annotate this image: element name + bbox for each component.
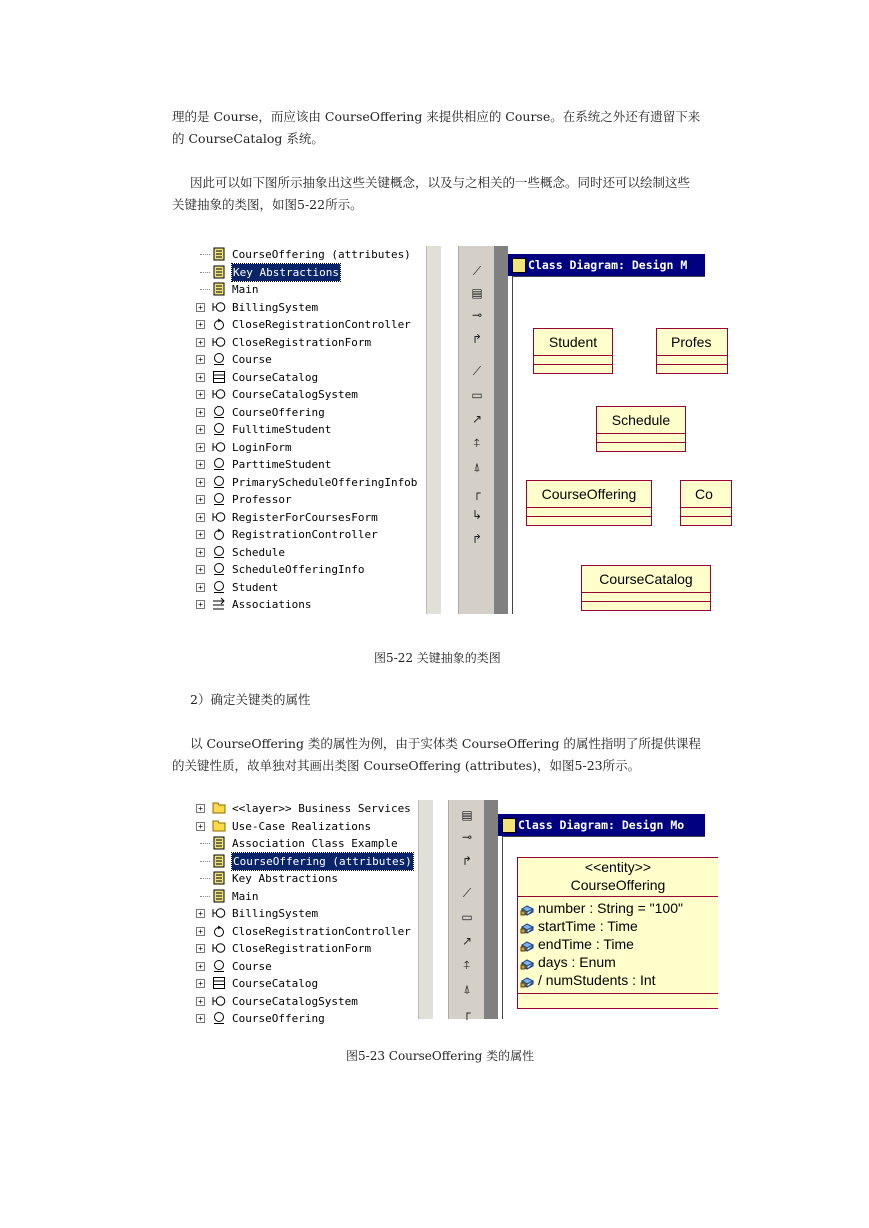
- class-attribute: [518, 953, 718, 971]
- entity-icon: [212, 1011, 226, 1025]
- expand-toggle-icon[interactable]: +: [196, 443, 205, 452]
- expand-toggle-icon[interactable]: +: [196, 460, 205, 469]
- entity-icon: [212, 405, 226, 419]
- attribute-text: / numStudents : Int: [538, 972, 656, 988]
- paragraph-1: 理的是 Course，而应该由 CourseOffering 来提供相应的 Course。在系统之外还有遗留下来的 CourseCatalog 系统。: [172, 109, 701, 146]
- public-attribute-icon: [521, 902, 534, 913]
- tree-connector: [200, 254, 210, 255]
- realize-tool-icon[interactable]: ↗: [461, 934, 473, 948]
- tree-scrollbar[interactable]: [418, 800, 433, 1019]
- diagram-icon: [212, 854, 226, 868]
- expand-toggle-icon[interactable]: +: [196, 1014, 205, 1023]
- tree-item-label: CloseRegistrationForm: [232, 335, 372, 349]
- expand-toggle-icon[interactable]: +: [196, 944, 205, 953]
- attribute-compartment: [527, 508, 651, 517]
- tree-item[interactable]: [194, 993, 418, 1010]
- tree-item-label: CourseCatalog: [232, 977, 319, 990]
- tree-item[interactable]: [194, 853, 418, 870]
- tree-item-label: PrimaryScheduleOfferingInfob: [232, 475, 418, 489]
- boundary-icon: [212, 335, 226, 349]
- dependency-tool-icon[interactable]: ⟋: [472, 264, 482, 278]
- tree-item-label: CourseOffering (attributes): [232, 248, 411, 261]
- tree-item-label: CourseCatalogSystem: [232, 994, 358, 1008]
- tree-item[interactable]: [194, 835, 418, 852]
- entity-icon: [212, 545, 226, 559]
- tree-item[interactable]: [194, 888, 418, 905]
- control-icon: [212, 317, 226, 331]
- tree-item-label: <<layer>> Business Services: [232, 802, 411, 815]
- expand-toggle-icon[interactable]: +: [196, 600, 205, 609]
- class-name: CourseOffering: [518, 876, 718, 897]
- tree-item[interactable]: [194, 940, 418, 957]
- class-name: CourseOffering: [527, 481, 651, 508]
- diagram-icon: [212, 889, 226, 903]
- note-tool-icon[interactable]: ▤: [461, 808, 473, 822]
- class-icon: [212, 370, 226, 384]
- diagram-icon: [212, 836, 226, 850]
- tree-item-label: Main: [232, 283, 259, 296]
- expand-toggle-icon[interactable]: +: [196, 927, 205, 936]
- attribute-compartment: [597, 434, 685, 443]
- package-tool-icon[interactable]: ▭: [461, 910, 473, 924]
- model-browser-tree: [194, 800, 418, 1025]
- class-attribute: [518, 899, 718, 917]
- diagram-title-bar[interactable]: [508, 254, 705, 276]
- tree-item-label: CourseOffering: [232, 1012, 325, 1025]
- diagram-canvas[interactable]: [502, 836, 705, 1019]
- class-student[interactable]: [533, 328, 613, 374]
- tree-item-label: Student: [232, 580, 279, 594]
- tree-item-label: Course: [232, 959, 272, 973]
- tree-connector: [200, 878, 210, 879]
- expand-toggle-icon[interactable]: +: [196, 303, 205, 312]
- tree-item[interactable]: [194, 386, 426, 403]
- class-courseoffering-attributes[interactable]: [517, 857, 718, 1009]
- tree-connector: [200, 272, 210, 273]
- operation-compartment: [681, 517, 731, 525]
- attribute-compartment: [657, 356, 727, 365]
- boundary-icon: [212, 300, 226, 314]
- public-attribute-icon: [521, 974, 534, 985]
- folder-icon: [212, 819, 226, 833]
- tree-item[interactable]: [194, 334, 426, 351]
- anchor-tool-icon[interactable]: ↱: [461, 854, 473, 868]
- tree-scrollbar[interactable]: [426, 246, 441, 614]
- expand-toggle-icon[interactable]: +: [196, 530, 205, 539]
- class-attribute: [518, 917, 718, 935]
- control-icon: [212, 924, 226, 938]
- diagram-icon: [212, 265, 226, 279]
- diagram-icon: [212, 247, 226, 261]
- tree-item[interactable]: [194, 870, 418, 887]
- attribute-compartment: [681, 508, 731, 517]
- association-tool-icon[interactable]: ⟋: [472, 364, 482, 378]
- class-name: Co: [681, 481, 731, 508]
- diagram-icon: [212, 282, 226, 296]
- tree-item[interactable]: [194, 299, 426, 316]
- operation-compartment: [527, 517, 651, 525]
- expand-toggle-icon[interactable]: +: [196, 997, 205, 1006]
- tree-item[interactable]: [194, 439, 426, 456]
- diagram-title: Class Diagram: Design M: [528, 258, 688, 272]
- model-browser-tree: [194, 246, 426, 614]
- tree-connector: [200, 861, 210, 862]
- tree-item-label: Association Class Example: [232, 837, 398, 850]
- entity-icon: [212, 352, 226, 366]
- attribute-text: startTime : Time: [538, 918, 638, 934]
- attribute-compartment: [582, 593, 710, 602]
- public-attribute-icon: [521, 956, 534, 967]
- entity-icon: [212, 562, 226, 576]
- tree-item-label: ScheduleOfferingInfo: [232, 563, 365, 576]
- public-attribute-icon: [521, 938, 534, 949]
- expand-toggle-icon[interactable]: +: [196, 513, 205, 522]
- class-diagram-window: [508, 246, 713, 614]
- operation-compartment: [657, 365, 727, 373]
- paragraph-2: 因此可以如下图所示抽象出这些关键概念，以及与之相关的一些概念。同时还可以绘制这些关键抽象的类图，如图5-22所示。: [172, 175, 691, 212]
- diagram-toolbar: [448, 800, 485, 1019]
- package-tool-icon[interactable]: ▭: [471, 388, 483, 402]
- tree-item[interactable]: [194, 316, 426, 333]
- tree-item-label: Associations: [232, 598, 312, 611]
- note-tool-icon[interactable]: ▤: [471, 286, 483, 300]
- tree-item-label: Professor: [232, 493, 292, 506]
- entity-icon: [212, 959, 226, 973]
- diagram-window-icon: [502, 818, 516, 833]
- expand-toggle-icon[interactable]: +: [196, 373, 205, 382]
- tree-item[interactable]: [194, 404, 426, 421]
- expand-toggle-icon[interactable]: +: [196, 822, 205, 831]
- class-attribute: [518, 971, 718, 989]
- section-heading: 2）确定关键类的属性: [190, 692, 311, 707]
- class-schedule[interactable]: [596, 406, 686, 452]
- tree-item-label: Key Abstractions: [233, 265, 339, 279]
- public-attribute-icon: [521, 920, 534, 931]
- expand-toggle-icon[interactable]: +: [196, 804, 205, 813]
- class-courseoffering[interactable]: [526, 480, 652, 526]
- tree-item-label: ParttimeStudent: [232, 458, 332, 471]
- tree-connector: [200, 289, 210, 290]
- class-icon: [212, 976, 226, 990]
- operation-compartment: [518, 994, 718, 1008]
- class-professor[interactable]: [656, 328, 728, 374]
- splitter: [484, 800, 498, 1019]
- boundary-icon: [212, 906, 226, 920]
- diagram-toolbar: [458, 246, 495, 614]
- composition-tool-icon[interactable]: ↳: [471, 508, 483, 522]
- realize-tool-icon[interactable]: ↗: [471, 412, 483, 426]
- tree-item[interactable]: [194, 281, 426, 298]
- interface-tool-icon[interactable]: ⊸: [471, 308, 483, 322]
- tree-item-label: CourseOffering: [232, 405, 325, 419]
- class-name: Schedule: [597, 407, 685, 434]
- tree-item[interactable]: [194, 923, 418, 940]
- tree-item-label: RegistrationController: [232, 528, 378, 541]
- tree-item-label: CourseCatalogSystem: [232, 388, 358, 401]
- class-attribute: [518, 935, 718, 953]
- tree-item[interactable]: [194, 579, 426, 596]
- tree-item[interactable]: [194, 246, 426, 263]
- tree-item-label: Schedule: [232, 545, 285, 559]
- class-name: CourseCatalog: [582, 566, 710, 593]
- expand-toggle-icon[interactable]: +: [196, 425, 205, 434]
- boundary-icon: [212, 387, 226, 401]
- expand-toggle-icon[interactable]: +: [196, 495, 205, 504]
- tree-item-label: FulltimeStudent: [232, 423, 332, 436]
- tree-item-label: Course: [232, 353, 272, 366]
- class-course[interactable]: [680, 480, 732, 526]
- figure-5-23-screenshot: [194, 800, 705, 1025]
- class-name: Student: [534, 329, 612, 356]
- tree-connector: [200, 843, 210, 844]
- tree-item[interactable]: [194, 958, 418, 975]
- operation-compartment: [534, 365, 612, 373]
- tree-item-label: BillingSystem: [232, 300, 319, 314]
- aggregation-tool-icon[interactable]: ┌: [463, 1006, 471, 1020]
- tree-item-label: CloseRegistrationForm: [232, 942, 372, 955]
- boundary-icon: [212, 941, 226, 955]
- figure-5-22-screenshot: [194, 246, 713, 614]
- figure-5-22-caption: 图5-22 关键抽象的类图: [374, 651, 501, 665]
- attribute-compartment: [518, 897, 718, 994]
- tree-item[interactable]: [194, 596, 426, 613]
- boundary-icon: [212, 510, 226, 524]
- control-icon: [212, 527, 226, 541]
- paragraph-3: 以 CourseOffering 类的属性为例，由于实体类 CourseOffering 的属性指明了所提供课程的关键性质，故单独对其画出类图 CourseOffering (attributes)，如图5-23所示。: [172, 736, 701, 773]
- tree-item[interactable]: [194, 509, 426, 526]
- expand-toggle-icon[interactable]: +: [196, 962, 205, 971]
- expand-toggle-icon[interactable]: +: [196, 355, 205, 364]
- tree-item-label: Main: [232, 889, 259, 903]
- aggregation-tool-icon[interactable]: ┌: [473, 486, 481, 500]
- entity-icon: [212, 457, 226, 471]
- tree-item[interactable]: [194, 800, 418, 817]
- tree-item[interactable]: [194, 561, 426, 578]
- class-stereotype: <<entity>>: [584, 859, 652, 875]
- interface-tool-icon[interactable]: ⊸: [461, 830, 473, 844]
- tree-item[interactable]: [194, 526, 426, 543]
- expand-toggle-icon[interactable]: +: [196, 909, 205, 918]
- tree-item[interactable]: [194, 1010, 418, 1027]
- attribute-text: endTime : Time: [538, 936, 634, 952]
- attribute-compartment: [534, 356, 612, 365]
- operation-compartment: [582, 602, 710, 610]
- diagram-canvas[interactable]: [512, 276, 713, 614]
- expand-toggle-icon[interactable]: +: [196, 565, 205, 574]
- tree-item[interactable]: [194, 421, 426, 438]
- realize-dashed-tool-icon[interactable]: ⍋: [473, 460, 481, 474]
- tree-item-label: BillingSystem: [232, 907, 319, 920]
- link-tool-icon[interactable]: ↱: [471, 532, 483, 546]
- attribute-text: days : Enum: [538, 954, 616, 970]
- tree-item-label: LoginForm: [232, 440, 292, 454]
- entity-icon: [212, 492, 226, 506]
- tree-item[interactable]: [194, 491, 426, 508]
- diagram-title: Class Diagram: Design Mo: [518, 818, 685, 832]
- tree-item-label: CourseCatalog: [232, 370, 319, 384]
- tree-item-label: CourseOffering (attributes): [233, 854, 412, 868]
- tree-item[interactable]: [194, 905, 418, 922]
- class-name: Profes: [657, 329, 727, 356]
- expand-toggle-icon[interactable]: +: [196, 408, 205, 417]
- generalize-tool-icon[interactable]: ⍏: [463, 958, 471, 972]
- tree-item-label: Use-Case Realizations: [232, 819, 372, 833]
- class-diagram-window: [498, 800, 705, 1019]
- tree-item-label: CloseRegistrationController: [232, 924, 411, 938]
- class-coursecatalog[interactable]: [581, 565, 711, 611]
- expand-toggle-icon[interactable]: +: [196, 320, 205, 329]
- expand-toggle-icon[interactable]: +: [196, 390, 205, 399]
- expand-toggle-icon[interactable]: +: [196, 338, 205, 347]
- folder-icon: [212, 801, 226, 815]
- expand-toggle-icon[interactable]: +: [196, 478, 205, 487]
- generalize-tool-icon[interactable]: ⍏: [473, 436, 481, 450]
- tree-item[interactable]: [194, 264, 426, 281]
- boundary-icon: [212, 440, 226, 454]
- association-tool-icon[interactable]: ⟋: [462, 886, 472, 900]
- tree-item-label: CloseRegistrationController: [232, 318, 411, 331]
- diagram-window-icon: [512, 258, 526, 273]
- splitter: [494, 246, 508, 614]
- tree-item-label: Key Abstractions: [232, 872, 338, 885]
- entity-icon: [212, 580, 226, 594]
- anchor-tool-icon[interactable]: ↱: [471, 332, 483, 346]
- figure-5-23-caption: 图5-23 CourseOffering 类的属性: [346, 1049, 535, 1063]
- entity-icon: [212, 475, 226, 489]
- diagram-title-bar[interactable]: [498, 814, 705, 836]
- tree-item-label: RegisterForCoursesForm: [232, 510, 378, 524]
- expand-toggle-icon[interactable]: +: [196, 548, 205, 557]
- tree-item[interactable]: [194, 474, 426, 491]
- tree-item[interactable]: [194, 456, 426, 473]
- expand-toggle-icon[interactable]: +: [196, 979, 205, 988]
- attribute-text: number : String = "100": [538, 900, 683, 916]
- entity-icon: [212, 422, 226, 436]
- operation-compartment: [597, 443, 685, 451]
- diagram-icon: [212, 871, 226, 885]
- tree-item[interactable]: [194, 544, 426, 561]
- realize-dashed-tool-icon[interactable]: ⍋: [463, 982, 471, 996]
- associations-icon: [212, 597, 226, 611]
- tree-connector: [200, 896, 210, 897]
- tree-item[interactable]: [194, 369, 426, 386]
- tree-item[interactable]: [194, 351, 426, 368]
- tree-item[interactable]: [194, 975, 418, 992]
- tree-item[interactable]: [194, 818, 418, 835]
- expand-toggle-icon[interactable]: +: [196, 583, 205, 592]
- boundary-icon: [212, 994, 226, 1008]
